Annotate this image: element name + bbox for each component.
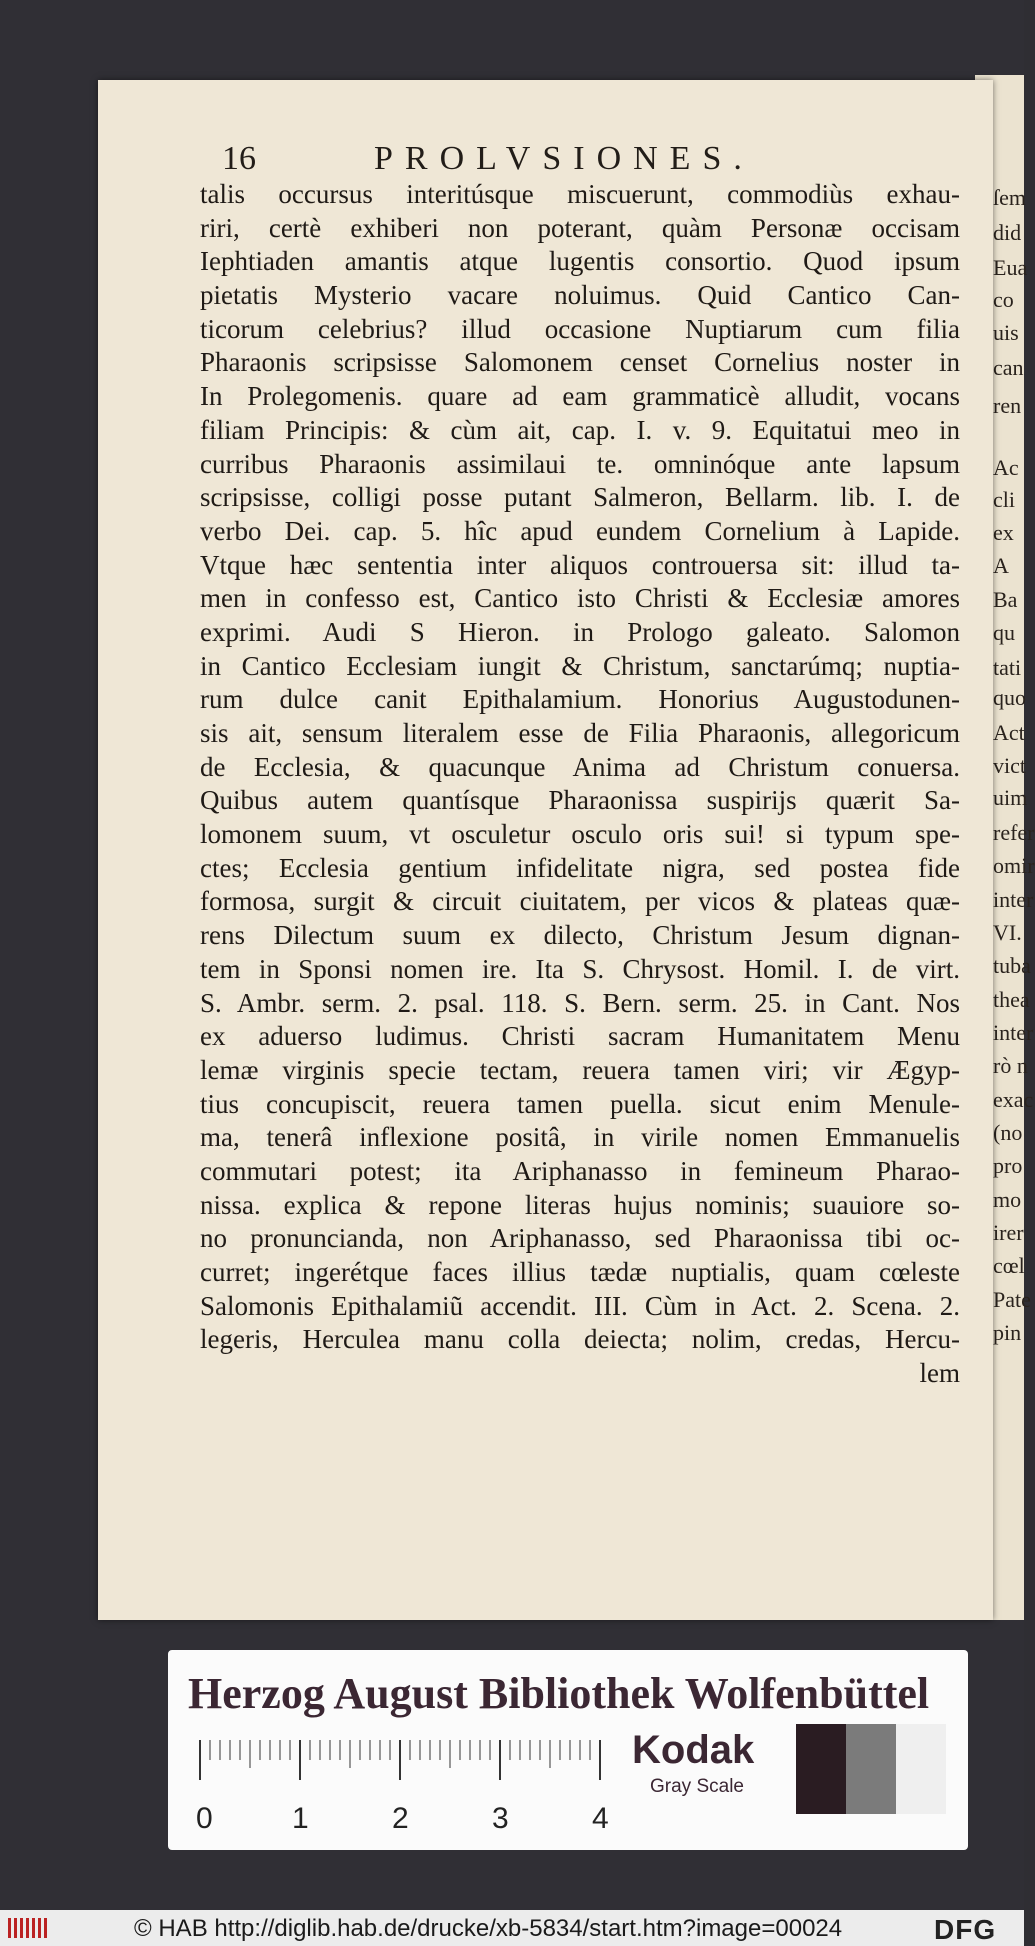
facing-page-fragment: co — [993, 287, 1014, 312]
text-line: de Ecclesia, & quacunque Anima ad Christum conuersa. — [200, 751, 960, 782]
running-title: PROLVSIONES. — [374, 140, 754, 177]
facing-page-fragment: Act — [993, 720, 1025, 745]
text-line: talis occursus interitúsque miscuerunt, commodiùs exhau- — [200, 179, 960, 209]
facing-page-fragment: quo — [993, 685, 1026, 710]
facing-page-fragment: cli — [993, 487, 1015, 512]
ruler-label: 2 — [392, 1802, 409, 1835]
facing-page-fragment: Ac — [993, 455, 1019, 480]
facing-page-fragment: qu — [993, 620, 1015, 645]
text-line: In Prolegomenis. quare ad eam grammaticè alludit, vocans — [200, 381, 960, 412]
facing-page-fragment: did — [993, 220, 1022, 245]
catchword: lem — [919, 1358, 960, 1389]
running-head — [222, 140, 962, 180]
text-line: S. Ambr. serm. 2. psal. 118. S. Bern. serm. 25. in Cant. Nos — [200, 987, 960, 1018]
text-line: exprimi. Audi S Hieron. in Prologo galeato. Salomon — [200, 616, 960, 647]
facing-page-fragment: Pate — [993, 1287, 1031, 1312]
text-line: filiam Principis: & cùm ait, cap. I. v. 9. Equitatui meo in — [200, 414, 960, 445]
facing-page-fragment: uim — [993, 785, 1028, 810]
text-line: curret; ingerétque faces illius tædæ nuptialis, quam cœleste — [200, 1257, 960, 1287]
page-number: 16 — [222, 140, 256, 177]
text-line: ma, tenerâ inflexione positâ, in virile nomen Emmanuelis — [200, 1122, 960, 1153]
facing-page-fragment: pin — [993, 1320, 1022, 1345]
text-line: nissa. explica & repone literas hujus nominis; suauiore so- — [200, 1189, 960, 1220]
text-line: Salomonis Epithalamiũ accendit. III. Cùm in Act. 2. Scena. 2. — [200, 1290, 960, 1321]
text-line: riri, certè exhiberi non poterant, quàm Personæ occisam — [200, 212, 960, 243]
hab-barcode-icon — [6, 1916, 50, 1940]
text-line: commutari potest; ita Ariphanasso in femineum Pharao- — [200, 1155, 960, 1186]
text-line: ex aduerso ludimus. Christi sacram Humanitatem Menu — [200, 1021, 960, 1052]
text-line: legeris, Herculea manu colla deiecta; nolim, credas, Hercu- — [200, 1324, 960, 1355]
footer-bar — [0, 1910, 1024, 1946]
facing-page-fragment: rò n — [993, 1053, 1028, 1078]
institution-name: Herzog August Bibliothek Wolfenbüttel — [188, 1669, 930, 1718]
text-line: sis ait, sensum literalem esse de Filia Pharaonis, allegoricum — [200, 718, 960, 748]
text-line: verbo Dei. cap. 5. hîc apud eundem Cornelium à Lapide. — [200, 515, 960, 546]
facing-page-fragment: vict — [993, 753, 1026, 778]
text-line: formosa, surgit & circuit ciuitatem, per vicos & plateas quæ- — [200, 886, 960, 917]
facing-page-fragment: exac — [993, 1087, 1034, 1112]
facing-page-fragment: tati — [993, 655, 1022, 680]
text-line: pietatis Mysterio vacare noluimus. Quid Cantico Can- — [200, 280, 960, 311]
gray-patch-light — [896, 1724, 946, 1814]
text-line: in Cantico Ecclesiam iungit & Christum, sanctarúmq; nuptia- — [200, 650, 960, 681]
facing-page-fragment: omir — [993, 853, 1035, 878]
gray-patch-dark — [796, 1724, 846, 1814]
facing-page-fragment: ex — [993, 520, 1014, 545]
facing-page-fragment: A — [993, 553, 1009, 578]
facing-page-fragment: ſem — [993, 185, 1026, 210]
facing-page-fragment: inter — [993, 887, 1034, 912]
facing-page-fragment: Ba — [993, 587, 1018, 612]
text-line: Vtque hæc sententia inter aliquos controuersa sit: illud ta- — [200, 549, 960, 580]
page-text — [200, 178, 960, 1391]
text-line: ctes; Ecclesia gentium infidelitate nigra, sed postea fide — [200, 852, 960, 883]
facing-page-fragment: can — [993, 355, 1024, 380]
facing-page-fragment: ren — [993, 393, 1022, 418]
color-target-card — [168, 1650, 968, 1850]
facing-page-fragment: irer — [993, 1220, 1024, 1245]
text-line: lemæ virginis specie tectam, reuera tamen viri; vir Ægyp- — [200, 1054, 960, 1085]
text-line: rum dulce canit Epithalamium. Honorius Augustodunen- — [200, 684, 960, 715]
text-line: tem in Sponsi nomen ire. Ita S. Chrysost. Homil. I. de virt. — [200, 953, 960, 984]
facing-page-fragment: Eua — [993, 255, 1028, 280]
ruler-label: 4 — [592, 1802, 609, 1835]
gray-scale-label: Gray Scale — [650, 1776, 744, 1797]
facing-page-fragment: tuba — [993, 953, 1031, 978]
ruler-label: 1 — [292, 1802, 309, 1835]
source-link[interactable]: © HAB http://diglib.hab.de/drucke/xb-5834/start.htm?image=00024 — [134, 1915, 843, 1942]
facing-page-fragment: inter — [993, 1020, 1034, 1045]
text-line: rens Dilectum suum ex dilecto, Christum Jesum dignan- — [200, 920, 960, 951]
text-line: ticorum celebrius? illud occasione Nuptiarum cum filia — [200, 313, 960, 344]
facing-page-fragment: (no — [993, 1120, 1023, 1145]
text-line: men in confesso est, Cantico isto Christi & Ecclesiæ amores — [200, 583, 960, 614]
kodak-logo: Kodak — [632, 1728, 755, 1772]
ruler-label: 3 — [492, 1802, 509, 1835]
text-line: lomonem suum, vt osculetur osculo oris sui! si typum spe- — [200, 819, 960, 850]
text-line: Iephtiaden amantis atque lugentis consortio. Quod ipsum — [200, 246, 960, 277]
facing-page-fragment: mo — [993, 1187, 1022, 1212]
text-line: tius concupiscit, reuera tamen puella. sicut enim Menule- — [200, 1088, 960, 1119]
ruler-label: 0 — [196, 1802, 213, 1835]
text-line: scripsisse, colligi posse putant Salmeron, Bellarm. lib. I. de — [200, 482, 960, 513]
text-line: no pronuncianda, non Ariphanasso, sed Pharaonissa tibi oc- — [200, 1223, 960, 1254]
text-line: Pharaonis scripsisse Salomonem censet Cornelius noster in — [200, 347, 960, 378]
dfg-logo: DFG — [934, 1914, 997, 1945]
facing-page-fragment: VI. — [993, 920, 1022, 945]
text-line: curribus Pharaonis assimilaui te. omninóque ante lapsum — [200, 448, 960, 479]
text-line: Quibus autem quantísque Pharaonissa suspirijs quærit Sa- — [200, 785, 960, 816]
facing-page-fragment: uis — [993, 320, 1019, 345]
facing-page-fragment: thea — [993, 987, 1030, 1012]
facing-page-fragment: pro — [993, 1153, 1023, 1178]
facing-page-fragment: refer — [993, 820, 1035, 845]
facing-page-fragment: cœl — [993, 1253, 1025, 1278]
ruler-scale — [192, 1738, 612, 1838]
gray-patch-mid — [846, 1724, 896, 1814]
